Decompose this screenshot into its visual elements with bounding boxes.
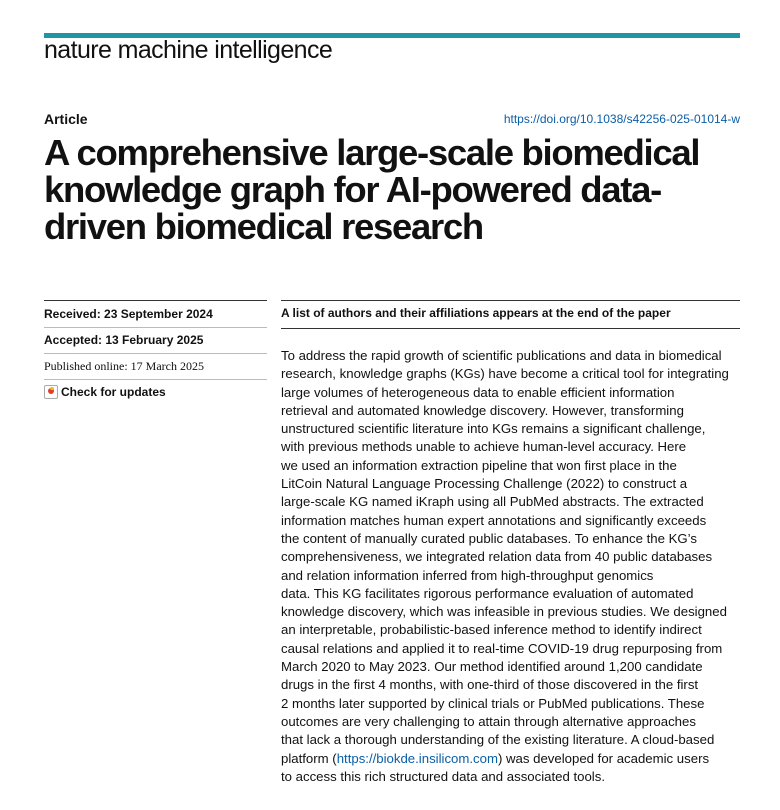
abstract-line: LitCoin Natural Language Processing Challenge (2022) to construct a xyxy=(281,476,688,492)
sidebar-divider xyxy=(44,379,267,380)
abstract-line: To address the rapid growth of scientific publications and data in biomedical xyxy=(281,348,722,363)
sidebar-top-rule xyxy=(44,300,267,301)
abstract-line: to access this rich structured data and associated tools. xyxy=(281,768,605,784)
article-title: A comprehensive large-scale biomedical knowledge graph for AI-powered data-driven biomedical research xyxy=(44,132,700,247)
abstract-top-rule xyxy=(281,328,740,329)
abstract-line: that lack a thorough understanding of the existing literature. A cloud-based xyxy=(281,732,715,748)
affiliations-note: A list of authors and their affiliations appears at the end of the paper xyxy=(281,306,671,320)
received-date: Received: 23 September 2024 xyxy=(44,307,213,321)
check-for-updates-icon xyxy=(44,385,58,399)
abstract-line: drugs in the first 4 months, with one-third of those discovered in the first xyxy=(281,677,699,693)
abstract-line: outcomes are very challenging to attain through alternative approaches xyxy=(281,713,696,729)
abstract-line: with previous methods unable to achieve human-level accuracy. Here xyxy=(281,439,687,455)
abstract-line: causal relations and applied it to real-time COVID-19 drug repurposing from xyxy=(281,640,723,656)
sidebar-divider xyxy=(44,327,267,328)
abstract-line: 2 months later supported by clinical trials or PubMed publications. These xyxy=(281,695,705,711)
abstract-line: March 2020 to May 2023. Our method identified around 1,200 candidate xyxy=(281,659,703,675)
doi-link[interactable]: https://doi.org/10.1038/s42256-025-01014-w xyxy=(503,112,740,126)
abstract-text: ) was developed for academic users xyxy=(497,750,710,766)
check-for-updates-button[interactable] xyxy=(44,385,166,399)
published-date: Published online: 17 March 2025 xyxy=(44,359,204,373)
platform-link[interactable]: https://biokde.insilicom.com xyxy=(336,750,498,766)
abstract-line: we used an information extraction pipeline that won first place in the xyxy=(281,457,677,473)
abstract-line: large-scale KG named iKraph using all PubMed abstracts. The extracted xyxy=(281,494,704,510)
abstract-line: unstructured scientific literature into KGs remains a significant challenge, xyxy=(281,421,706,437)
accepted-date: Accepted: 13 February 2025 xyxy=(44,333,204,347)
abstract-line: large volumes of heterogeneous data to enable efficient information xyxy=(281,384,675,400)
check-for-updates-label: Check for updates xyxy=(61,385,166,399)
abstract-line: information matches human expert annotations and significantly exceeds xyxy=(281,512,707,528)
abstract-line: data. This KG facilitates rigorous performance evaluation of automated xyxy=(281,585,694,601)
abstract-text: platform ( xyxy=(281,750,337,766)
journal-name[interactable]: nature machine intelligence xyxy=(44,36,333,64)
abstract-line: the content of manually curated public databases. To enhance the KG’s xyxy=(281,530,697,546)
abstract-line: comprehensiveness, we integrated relation data from 40 public databases xyxy=(281,549,713,565)
abstract-line: knowledge discovery, which was infeasible in previous studies. We designed xyxy=(281,604,727,620)
abstract-line: an interpretable, probabilistic-based inference method to identify indirect xyxy=(281,622,702,638)
abstract-line: retrieval and automated knowledge discovery. However, transforming xyxy=(281,402,684,418)
abstract-line: research, knowledge graphs (KGs) have become a critical tool for integrating xyxy=(281,366,729,382)
main-top-rule xyxy=(281,300,740,301)
abstract-line: and relation information inferred from high-throughput genomics xyxy=(281,567,654,583)
abstract xyxy=(281,347,743,786)
article-type: Article xyxy=(44,111,88,127)
sidebar-divider xyxy=(44,353,267,354)
abstract-line xyxy=(281,750,743,768)
